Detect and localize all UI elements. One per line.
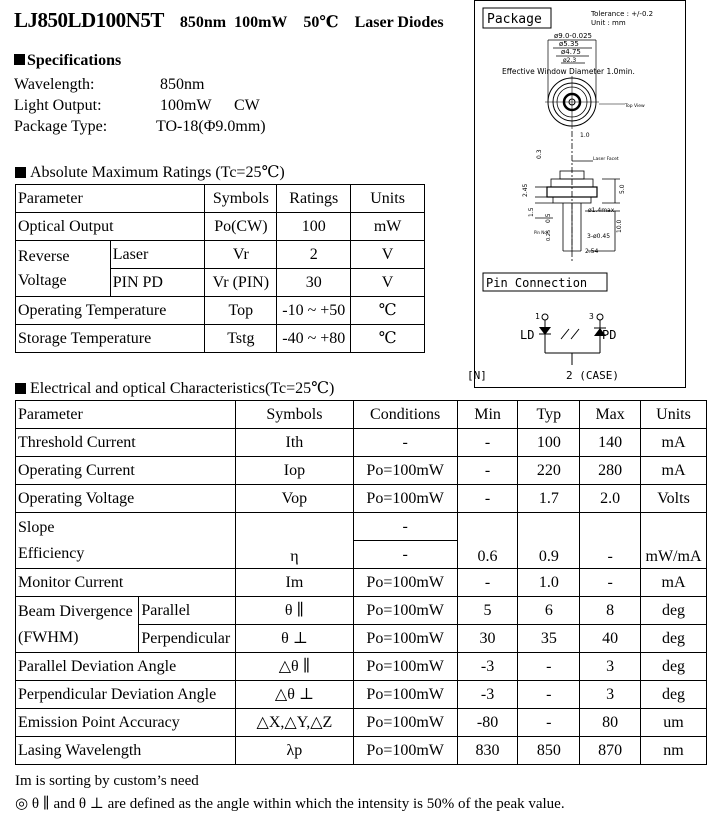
pin1-label: 1 [535, 312, 540, 321]
electrical-heading: Electrical and optical Characteristics(Tc=25℃) [15, 378, 334, 398]
package-drawing [467, 0, 686, 388]
dim-value: 0.3 [536, 149, 543, 159]
package-title: Package [487, 12, 542, 27]
dim-value: 2.54 [585, 248, 599, 255]
table-row: Storage Temperature Tstg -40 ~ +80 ℃ [16, 325, 425, 353]
title-temperature: 50℃ [303, 14, 339, 31]
dim-value: 0.5 [545, 213, 552, 223]
title-product-type: Laser Diodes [354, 14, 444, 31]
table-row: Slope Efficiency η - 0.6 0.9 - mW/mA [16, 513, 707, 541]
table-row: PIN PD Vr (PIN) 30 V [16, 269, 425, 297]
dim-value: 1.5 [528, 207, 535, 217]
dim-value: 10.0 [616, 219, 623, 233]
table-row: Lasing Wavelength λp Po=100mW 830 850 870 nm [16, 737, 707, 765]
table-row: Optical Output Po(CW) 100 mW [16, 213, 425, 241]
pd-label: PD [602, 328, 617, 342]
ld-label: LD [520, 328, 535, 342]
dim-value: ø1.4max [588, 207, 615, 214]
spec-row-package-type: Package Type: TO-18(Φ9.0mm) [14, 118, 266, 135]
table-row: Emission Point Accuracy △X,△Y,△Z Po=100mW -80 - 80 um [16, 709, 707, 737]
bullet-square-icon [15, 383, 26, 394]
table-row: - [16, 541, 707, 569]
dim-value: 3-ø0.45 [587, 233, 611, 240]
spec-row-wavelength: Wavelength: 850nm [14, 76, 205, 93]
pin-connection-title: Pin Connection [486, 276, 588, 290]
top-view [545, 76, 625, 129]
table-header-row: Parameter Symbols Ratings Units [16, 185, 425, 213]
pin-schematic [539, 314, 606, 365]
part-number: LJ850LD100N5T [14, 8, 164, 32]
table-row: Perpendicular Deviation Angle △θ ⊥ Po=100mW -3 - 3 deg [16, 681, 707, 709]
title-power: 100mW [234, 14, 288, 31]
package-drawing-svg [467, 1, 685, 387]
unit-label: Unit : mm [591, 19, 626, 27]
table-row: Parallel Deviation Angle △θ ∥ Po=100mW -3 - 3 deg [16, 653, 707, 681]
dim-value: 5.0 [619, 184, 626, 194]
electrical-table [15, 400, 707, 765]
n-label: [N] [467, 369, 487, 382]
dim-value: 1.0 [580, 132, 590, 139]
dim-value: 2.45 [522, 183, 529, 197]
table-row: Operating Current Iop Po=100mW - 220 280 mA [16, 457, 707, 485]
table-row: Perpendicular θ ⊥ Po=100mW 30 35 40 deg [16, 625, 707, 653]
dim-label: ø4.75 [561, 48, 581, 56]
abs-max-table [15, 184, 425, 353]
table-row: Operating Temperature Top -10 ~ +50 ℃ [16, 297, 425, 325]
table-row: Threshold Current Ith - - 100 140 mA [16, 429, 707, 457]
dim-label: ø9.0-0.025 [554, 32, 592, 40]
pin2-case-label: 2 (CASE) [566, 369, 619, 382]
table-row: Beam Divergence (FWHM) Parallel θ ∥ Po=100mW 5 6 8 deg [16, 597, 707, 625]
table-row: Monitor Current Im Po=100mW - 1.0 - mA [16, 569, 707, 597]
tolerance-label: Tolerance : +/-0.2 [591, 10, 654, 18]
dim-label: ø5.35 [559, 40, 579, 48]
page-title [14, 8, 456, 33]
bullet-square-icon [14, 54, 25, 65]
table-row: Operating Voltage Vop Po=100mW - 1.7 2.0 Volts [16, 485, 707, 513]
table-row: Reverse Voltage Laser Vr 2 V [16, 241, 425, 269]
note-angle-definition: ◎ θ ∥ and θ ⊥ are defined as the angle within which the intensity is 50% of the peak value. [15, 796, 565, 812]
title-wavelength: 850nm [179, 14, 227, 31]
bullet-square-icon [15, 167, 26, 178]
top-view-label: Top View [625, 104, 645, 109]
spec-row-light-output: Light Output: 100mW CW [14, 97, 260, 114]
specifications-heading: Specifications [14, 52, 121, 70]
laser-facet-label: Laser Facet [593, 157, 619, 162]
window-diameter-label: Effective Window Diameter 1.0min. [502, 67, 635, 76]
abs-max-heading: Absolute Maximum Ratings (Tc=25℃) [15, 162, 285, 182]
table-header-row: Parameter Symbols Conditions Min Typ Max Units [16, 401, 707, 429]
dim-value: 0.25 [546, 229, 552, 241]
pin3-label: 3 [589, 312, 594, 321]
dim-label: ø2.3 [563, 57, 577, 64]
pin-nos-label: Pin Nos [534, 230, 549, 235]
note-sorting: Im is sorting by custom’s need [15, 773, 199, 789]
